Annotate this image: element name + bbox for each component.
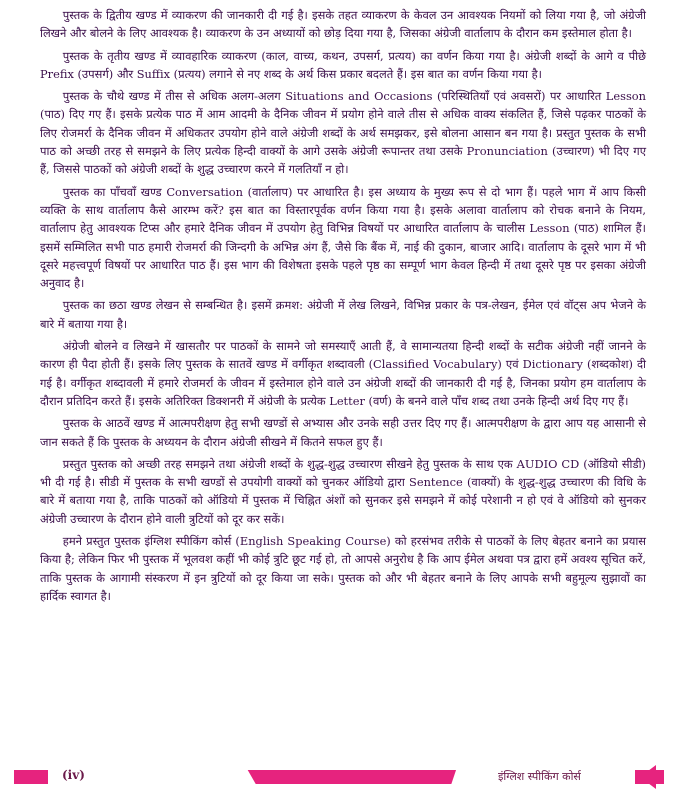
paragraph-section-2: पुस्तक के द्वितीय खण्ड में व्याकरण की जानकारी दी गई है। इसके तहत व्याकरण के केवल उन आवश्यक नियमों को लिया गया है, जो अंग्रेजी लिखने और बोलने के लिए आवश्यक है। व्याकरण के उन अध्यायों को छोड़ दिया गया है, जिसका अंग्रेजी वार्तालाप के दौरान कम इस्तेमाल होता है। bbox=[40, 8, 646, 41]
paragraph-section-4: पुस्तक के चौथे खण्ड में तीस से अधिक अलग-अलग Situations and Occasions (परिस्थितियाँ एवं अवसरों) पर आधारित Lesson (पाठ) दिए गए हैं। इसके प्रत्येक पाठ में आम आदमी के दैनिक जीवन में प्रयोग होने वाले तीस से अधिक वाक्य संकलित हैं, जिसे पढ़कर पाठकों के लिए रोजमर्रा के दैनिक जीवन में अधिकतर उपयोग होने वाले अंग्रेजी शब्दों के अर्थ समझकर, इसे बोलना आसान बन गया है। प्रस्तुत पुस्तक के सभी पाठ को अच्छी तरह से समझने के लिए प्रत्येक हिन्दी वाक्यों के आगे उसके अंग्रेजी रूपान्तर तथा उसके Pronunciation (उच्चारण) भी दिए गए हैं, जिससे पाठकों को अंग्रेजी शब्दों के शुद्ध उच्चारण करने में गलतियाँ न हो। bbox=[40, 89, 646, 177]
document-body bbox=[40, 6, 646, 609]
paragraph-section-7: अंग्रेजी बोलने व लिखने में खासतौर पर पाठकों के सामने जो समस्याएँ आती हैं, वे सामान्यतया हिन्दी शब्दों के सटीक अंग्रेजी नहीं जानने के कारण ही पैदा होती हैं। इसके लिए पुस्तक के सातवें खण्ड में वर्गीकृत शब्दावली (Classified Vocabulary) एवं Dictionary (शब्दकोश) दी गई है। वर्गीकृत शब्दावली में हमारे रोजमर्रा के जीवन में इस्तेमाल होने वाले उन अंग्रेजी शब्दों की जानकारी दी गई है, जिनका प्रयोग हम वार्तालाप के दौरान प्रतिदिन करते हैं। इसके अतिरिक्त डिक्शनरी में अंग्रेजी के प्रत्येक Letter (वर्ण) के बनने वाले पाँच शब्द तथा उनके हिन्दी अर्थ दिए गए हैं। bbox=[40, 339, 646, 408]
running-book-title: इंग्लिश स्पीकिंग कोर्स bbox=[498, 770, 581, 783]
paragraph-section-8: पुस्तक के आठवें खण्ड में आत्मपरीक्षण हेतु सभी खण्डों से अभ्यास और उनके सही उत्तर दिए गए हैं। आत्मपरीक्षण के द्वारा आप यह आसानी से जान सकते हैं कि पुस्तक के अध्ययन के दौरान अंग्रेजी सीखने में कितने सफल हुए हैं। bbox=[40, 416, 646, 449]
paragraph-section-5: पुस्तक का पाँचवाँ खण्ड Conversation (वार्तालाप) पर आधारित है। इस अध्याय के मुख्य रूप से दो भाग हैं। पहले भाग में आप किसी व्यक्ति के साथ वार्तालाप कैसे आरम्भ करें? इस बात का विस्तारपूर्वक वर्णन किया गया है। इसके अलावा वार्तालाप को रोचक बनाने के नियम, वार्तालाप हेतु आवश्यक टिप्स और हमारे दैनिक जीवन में उपयोग हेतु विभिन्न विषयों पर आधारित वार्तालाप के चालीस Lesson (पाठ) शामिल हैं। इसमें सम्मिलित सभी पाठ हमारी रोजमर्रा की जिन्दगी के अभिन्न अंग हैं, जैसे कि बैंक में, नाई की दुकान, बाजार आदि। वार्तालाप के दूसरे भाग में भी दूसरे महत्त्वपूर्ण विषयों पर आधारित पाठ हैं। इस भाग की विशेषता इसके पहले पृष्ठ का सम्पूर्ण भाग केवल हिन्दी में तथा दूसरे पृष्ठ पर इसका अंग्रेजी अनुवाद है। bbox=[40, 184, 646, 291]
paragraph-section-3: पुस्तक के तृतीय खण्ड में व्यावहारिक व्याकरण (काल, वाच्य, कथन, उपसर्ग, प्रत्यय) का वर्णन किया गया है। अंग्रेजी शब्दों के आगे व पीछे Prefix (उपसर्ग) और Suffix (प्रत्यय) लगाने से नए शब्द के अर्थ किस प्रकार बदलते हैं। इस बात का वर्णन किया गया है। bbox=[40, 48, 646, 81]
paragraph-closing: हमने प्रस्तुत पुस्तक इंग्लिश स्पीकिंग कोर्स (English Speaking Course) को हरसंभव तरीके से पाठकों के लिए बेहतर बनाने का प्रयास किया है; लेकिन फिर भी पुस्तक में भूलवश कहीं भी कोई त्रुटि छूट गई हो, तो आपसे अनुरोध है कि आप ईमेल अथवा पत्र द्वारा हमें अवश्य सूचित करें, ताकि पुस्तक के आगामी संस्करण में इन त्रुटियों को दूर किया जा सके। पुस्तक को और भी बेहतर बनाने के लिए आपके सभी बहुमूल्य सुझावों का हार्दिक स्वागत है। bbox=[40, 534, 646, 603]
page-number: (iv) bbox=[62, 768, 85, 782]
footer-arrow-icon bbox=[640, 765, 656, 789]
paragraph-audio-cd: प्रस्तुत पुस्तक को अच्छी तरह समझने तथा अंग्रेजी शब्दों के शुद्ध-शुद्ध उच्चारण सीखने हेतु पुस्तक के साथ एक AUDIO CD (ऑडियो सीडी) भी दी गई है। सीडी में पुस्तक के सभी खण्डों से उपयोगी वाक्यों को चुनकर ऑडियो द्वारा Sentence (वाक्यों) के शुद्ध-शुद्ध उच्चारण की विधि के बारे में बताया गया है, ताकि पाठकों को ऑडियो में पुस्तक में चिह्नित अंशों को सुनकर इसे समझने में कोई परेशानी न हो एवं वे ऑडियो को सुनकर अंग्रेजी उच्चारण के दौरान होने वाली त्रुटियों को दूर कर सकें। bbox=[40, 456, 646, 526]
page-footer bbox=[0, 764, 683, 790]
paragraph-section-6: पुस्तक का छठा खण्ड लेखन से सम्बन्धित है। इसमें क्रमश: अंग्रेजी में लेख लिखने, विभिन्न प्रकार के पत्र-लेखन, ईमेल एवं वॉट्स अप भेजने के बारे में बताया गया है। bbox=[40, 298, 646, 331]
